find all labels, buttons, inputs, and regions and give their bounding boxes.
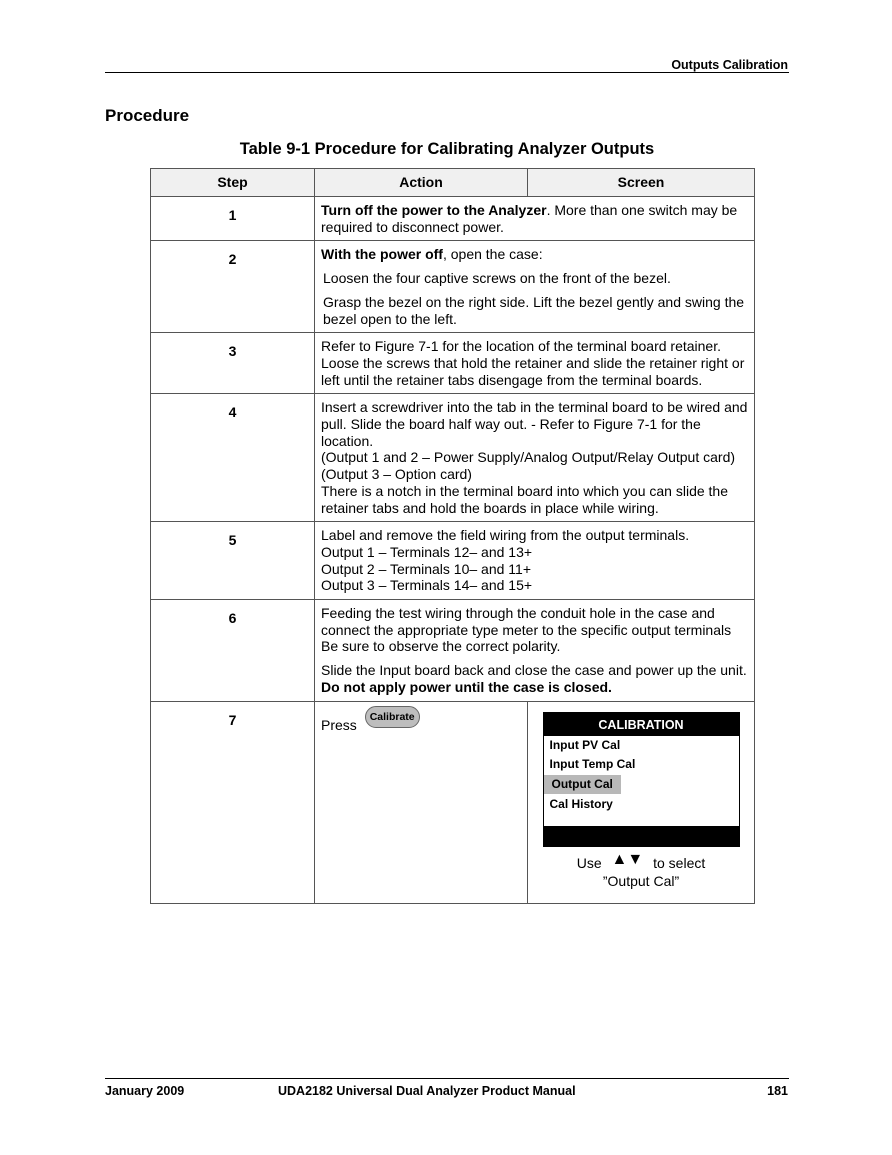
action-line: (Output 1 and 2 – Power Supply/Analog Output/Relay Output card) (321, 449, 736, 466)
menu-item-input-temp-cal: Input Temp Cal (549, 757, 636, 772)
running-header: Outputs Calibration (671, 58, 788, 72)
procedure-table (150, 168, 755, 904)
action-line: Output 1 – Terminals 12– and 13+ (321, 543, 533, 560)
action-text: , open the case: (442, 246, 543, 263)
calibration-screen (543, 712, 740, 848)
table-row (151, 701, 755, 903)
action-cell (315, 197, 755, 241)
step-number: 4 (151, 394, 315, 522)
action-line: There is a notch in the terminal board into which you can slide the retainer tabs and hold the boards in place while wiring. (321, 482, 729, 516)
menu-item-output-cal: Output Cal (544, 775, 621, 794)
screen-footer-bar (544, 826, 739, 846)
section-heading: Procedure (105, 106, 190, 125)
step-number: 5 (151, 522, 315, 600)
column-header-screen: Screen (528, 169, 755, 197)
action-line: Output 3 – Terminals 14– and 15+ (321, 577, 533, 594)
table-row (151, 333, 755, 394)
use-text: Use (576, 855, 602, 872)
action-cell (315, 600, 755, 702)
step-number: 1 (151, 197, 315, 241)
action-paragraph: Feeding the test wiring through the conduit hole in the case and connect the appropriate type meter to the specific output terminals Be sure to observe the correct polarity. (321, 605, 732, 655)
action-text: Slide the Input board back and close the case and power up the unit. (321, 662, 747, 679)
action-line: Output 2 – Terminals 10– and 11+ (321, 560, 532, 577)
screen-title: CALIBRATION (544, 713, 739, 737)
action-paragraph: Grasp the bezel on the right side. Lift the bezel gently and swing the bezel open to the left. (323, 293, 745, 327)
action-text: . More than one switch may be required to disconnect power. (321, 202, 738, 235)
action-paragraph: Loosen the four captive screws on the front of the bezel. (323, 270, 671, 287)
action-cell (315, 522, 755, 600)
footer-date: January 2009 (105, 1084, 185, 1098)
action-cell (315, 394, 755, 522)
column-header-step: Step (151, 169, 315, 197)
action-bold-text: With the power off (321, 246, 443, 263)
table-row (151, 394, 755, 522)
table-title: Table 9-1 Procedure for Calibrating Analyzer Outputs (239, 140, 655, 158)
table-row (151, 241, 755, 333)
instruction-line (534, 851, 748, 873)
step-number: 7 (151, 701, 315, 903)
press-text: Press (321, 716, 357, 733)
calibrate-button: Calibrate (365, 706, 420, 729)
action-bold-text: Turn off the power to the Analyzer (321, 202, 547, 218)
warning-text: Do not apply power until the case is closed. (321, 678, 612, 695)
table-row (151, 522, 755, 600)
up-down-arrows-icon: ▲▼ (611, 851, 644, 869)
menu-item-cal-history: Cal History (549, 797, 613, 812)
menu-item-input-pv-cal: Input PV Cal (549, 738, 621, 753)
action-line: (Output 3 – Option card) (321, 466, 472, 483)
page-number: 181 (767, 1084, 788, 1098)
table-row (151, 197, 755, 241)
table-header-row (151, 169, 755, 197)
action-cell (315, 241, 755, 333)
action-paragraph: Refer to Figure 7-1 for the location of the terminal board retainer. Loose the screws that hold the retainer and slide the retainer right or left until the retainer tabs disengage from the terminal boards. (321, 338, 745, 388)
action-cell (315, 701, 528, 903)
action-cell (315, 333, 755, 394)
footer-manual-title: UDA2182 Universal Dual Analyzer Product Manual (278, 1084, 576, 1098)
footer-rule (105, 1078, 789, 1079)
action-line: Label and remove the field wiring from the output terminals. (321, 527, 690, 544)
step-number: 6 (151, 600, 315, 702)
step-number: 3 (151, 333, 315, 394)
column-header-action: Action (315, 169, 528, 197)
screen-cell (528, 701, 755, 903)
header-rule (105, 72, 789, 73)
step-number: 2 (151, 241, 315, 333)
table-row (151, 600, 755, 702)
action-line: Insert a screwdriver into the tab in the terminal board to be wired and pull. Slide the board half way out. - Refer to Figure 7-1 for the location. (321, 399, 748, 449)
target-selection-text: ”Output Cal” (602, 872, 680, 889)
to-select-text: to select (653, 855, 706, 872)
